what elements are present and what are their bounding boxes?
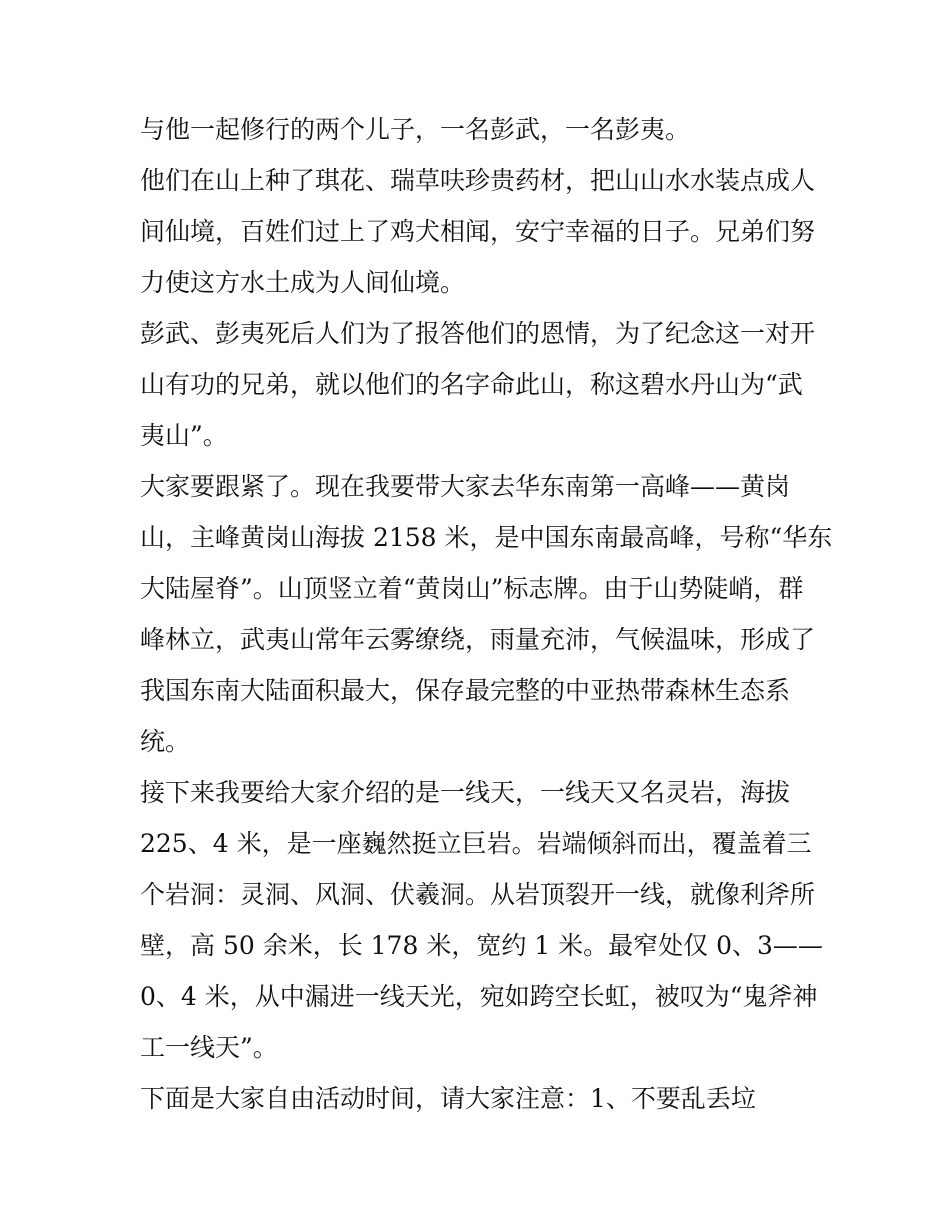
text-line: 峰林立，武夷山常年云雾缭绕，雨量充沛，气候温味，形成了 [140,625,816,654]
text-line: 与他一起修行的两个儿子，一名彭武，一名彭夷。 [140,115,691,144]
text-line: 壁，高 50 余米，长 178 米，宽约 1 米。最窄处仅 0、3—— [140,931,823,960]
text-line: 间仙境，百姓们过上了鸡犬相闻，安宁幸福的日子。兄弟们努 [140,217,816,246]
text-line: 夷山”。 [140,421,228,450]
text-line: 我国东南大陆面积最大，保存最完整的中亚热带森林生态系 [140,676,791,705]
text-line: 彭武、彭夷死后人们为了报答他们的恩情，为了纪念这一对开 [140,319,816,348]
text-line: 统。 [140,727,191,756]
text-line: 0、4 米，从中漏进一线天光，宛如跨空长虹，被叹为“鬼斧神 [140,982,818,1011]
text-line: 下面是大家自由活动时间，请大家注意：1、不要乱丢垃 [140,1084,756,1113]
text-line: 工一线天”。 [140,1033,278,1062]
text-line: 个岩洞：灵洞、风洞、伏羲洞。从岩顶裂开一线，就像利斧所 [140,880,816,909]
text-line: 大家要跟紧了。现在我要带大家去华东南第一高峰——黄岗 [140,472,791,501]
text-line: 力使这方水土成为人间仙境。 [140,268,466,297]
text-line: 225、4 米，是一座巍然挺立巨岩。岩端倾斜而出，覆盖着三 [140,829,812,858]
text-line: 他们在山上种了琪花、瑞草呋珍贵药材，把山山水水装点成人 [140,166,816,195]
text-line: 接下来我要给大家介绍的是一线天，一线天又名灵岩，海拔 [140,778,791,807]
text-line: 山有功的兄弟，就以他们的名字命此山，称这碧水丹山为“武 [140,370,803,399]
text-line: 山，主峰黄岗山海拔 2158 米，是中国东南最高峰，号称“华东 [140,523,833,552]
text-line: 大陆屋脊”。山顶竖立着“黄岗山”标志牌。由于山势陡峭，群 [140,574,804,603]
